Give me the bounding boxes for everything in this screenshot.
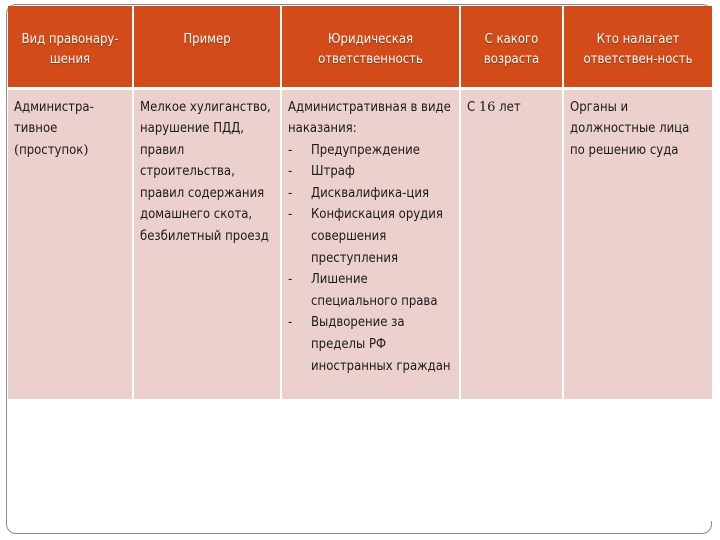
cell-violation-type — [8, 88, 133, 400]
list-item: - Лишение специального права — [288, 269, 453, 312]
violation-type-line2: проступок — [19, 142, 84, 158]
header-age: С какого возраста — [460, 6, 563, 88]
age-prefix: С — [467, 99, 476, 115]
list-item: - Дисквалифика-ция — [288, 183, 453, 205]
empty-cell — [8, 400, 712, 520]
cell-responsibility — [281, 88, 460, 400]
age-suffix: лет — [499, 99, 521, 115]
header-example: Пример — [133, 6, 281, 88]
list-item: - Конфискация орудия совершения преступления — [288, 204, 453, 269]
empty-row — [8, 400, 712, 520]
violation-paren-close: ) — [83, 142, 89, 158]
violation-type-line1: Администра-тивное — [14, 99, 94, 137]
violation-paren-open: ( — [14, 142, 20, 158]
cell-age — [460, 88, 563, 400]
cell-example: Мелкое хулиганство, нарушение ПДД, правил строительства, правил содержания домашнего скота, безбилетный проезд — [133, 88, 281, 400]
offense-table — [8, 6, 712, 521]
header-responsibility: Юридическая ответственность — [281, 6, 460, 88]
list-item: - Штраф — [288, 161, 453, 183]
age-number: 16 — [478, 99, 496, 115]
header-authority: Кто налагает ответствен-ность — [563, 6, 712, 88]
cell-authority: Органы и должностные лица по решению суда — [563, 88, 712, 400]
list-item: - Выдворение за пределы РФ иностранных граждан — [288, 312, 453, 377]
header-violation-type: Вид правонару-шения — [8, 6, 133, 88]
table-row — [8, 88, 712, 400]
table-header-row — [8, 6, 712, 88]
penalty-list — [288, 140, 453, 378]
list-item: - Предупреждение — [288, 140, 453, 162]
responsibility-intro: Административная в виде наказания: — [288, 99, 451, 137]
